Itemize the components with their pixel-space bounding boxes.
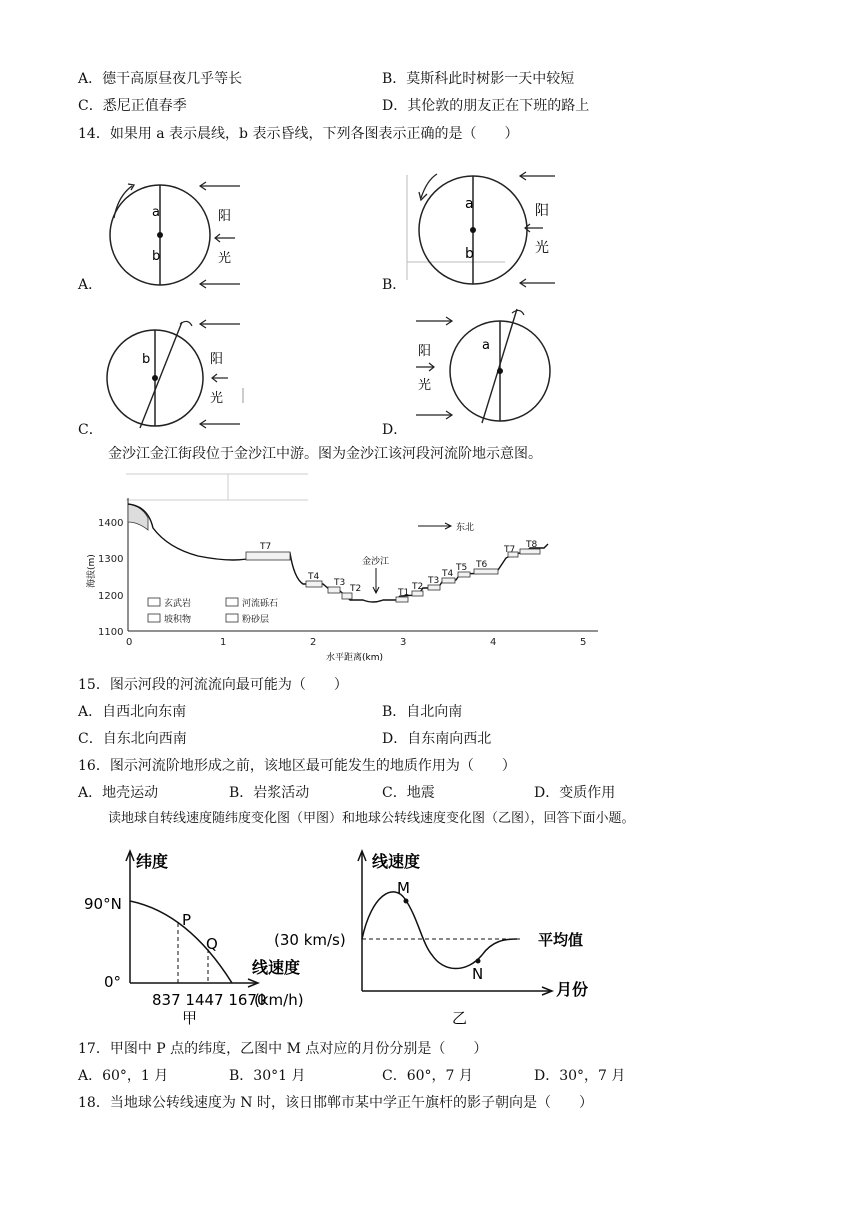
q18-stem: 18．当地球公转线速度为 N 时，该日邯郸市某中学正午旗杆的影子朝向是（ ） xyxy=(78,1095,593,1111)
svg-text:坡积物: 坡积物 xyxy=(164,615,192,625)
q14-label-b: B． xyxy=(382,277,407,293)
svg-text:T2: T2 xyxy=(412,582,424,592)
svg-text:a: a xyxy=(482,338,490,353)
svg-text:3: 3 xyxy=(400,637,407,648)
svg-text:光: 光 xyxy=(535,240,549,256)
svg-text:水平距离(km): 水平距离(km) xyxy=(326,653,384,663)
svg-text:T4: T4 xyxy=(308,572,320,582)
svg-text:P: P xyxy=(182,911,192,929)
q14-figure-a xyxy=(100,178,280,290)
svg-text:b: b xyxy=(152,249,161,264)
svg-text:T7: T7 xyxy=(260,542,272,552)
q14-label-d: D． xyxy=(382,422,408,438)
svg-text:T1: T1 xyxy=(398,588,410,598)
q15-stem: 15．图示河段的河流流向最可能为（ ） xyxy=(78,677,348,693)
svg-text:a: a xyxy=(152,205,160,220)
svg-text:纬度: 纬度 xyxy=(136,852,169,871)
jinsha-intro: 金沙江金江街段位于金沙江中游。图为金沙江该河段河流阶地示意图。 xyxy=(108,446,542,462)
svg-text:乙: 乙 xyxy=(452,1009,468,1025)
q17-option-a: A．60°，1 月 xyxy=(78,1068,169,1084)
svg-text:东北: 东北 xyxy=(456,523,475,533)
q13-option-b: B．莫斯科此时树影一天中较短 xyxy=(382,71,575,87)
svg-text:T3: T3 xyxy=(428,576,440,586)
q14-label-a: A． xyxy=(78,277,103,293)
svg-text:平均值: 平均值 xyxy=(538,931,584,949)
svg-text:(30 km/s): (30 km/s) xyxy=(274,931,346,949)
q17-option-b: B．30°1 月 xyxy=(229,1068,306,1084)
svg-text:837 1447 1670: 837 1447 1670 xyxy=(152,991,267,1009)
svg-text:甲: 甲 xyxy=(182,1009,198,1025)
q14-figure-c xyxy=(100,318,250,433)
q16-option-b: B．岩浆活动 xyxy=(229,785,310,801)
svg-text:线速度: 线速度 xyxy=(252,958,301,977)
svg-text:b: b xyxy=(142,352,151,367)
q14-figure-d xyxy=(412,305,562,430)
svg-text:光: 光 xyxy=(218,251,232,266)
svg-text:Q: Q xyxy=(206,935,218,953)
q14-stem: 14．如果用 a 表示晨线，b 表示昏线，下列各图表示正确的是（ ） xyxy=(78,126,519,142)
q15-option-c: C．自东北向西南 xyxy=(78,731,187,747)
q13-option-a: A．德干高原昼夜几乎等长 xyxy=(78,71,243,87)
svg-text:2: 2 xyxy=(310,637,317,648)
svg-text:河流砾石: 河流砾石 xyxy=(242,599,279,609)
speed-intro: 读地球自转线速度随纬度变化图（甲图）和地球公转线速度变化图（乙图），回答下面小题。 xyxy=(108,811,635,826)
q17-option-d: D．30°，7 月 xyxy=(534,1068,626,1084)
svg-text:1: 1 xyxy=(220,637,227,648)
svg-text:海拔(m): 海拔(m) xyxy=(87,554,97,588)
svg-text:金沙江: 金沙江 xyxy=(362,557,390,567)
svg-text:阳: 阳 xyxy=(218,209,232,224)
svg-text:M: M xyxy=(397,879,410,897)
q15-option-a: A．自西北向东南 xyxy=(78,704,187,720)
svg-text:4: 4 xyxy=(490,637,497,648)
river-terrace-figure xyxy=(78,468,608,668)
svg-text:T7: T7 xyxy=(504,545,516,555)
svg-text:T6: T6 xyxy=(476,560,488,570)
svg-text:光: 光 xyxy=(210,391,224,406)
svg-text:阳: 阳 xyxy=(535,203,549,219)
q15-option-d: D．自东南向西北 xyxy=(382,731,492,747)
svg-text:1100: 1100 xyxy=(98,627,124,638)
q16-option-a: A．地壳运动 xyxy=(78,785,159,801)
svg-text:月份: 月份 xyxy=(556,980,589,999)
svg-text:T8: T8 xyxy=(526,540,538,550)
svg-text:T4: T4 xyxy=(442,569,454,579)
q14-figure-b xyxy=(405,170,565,295)
svg-text:1300: 1300 xyxy=(98,554,124,565)
svg-text:N: N xyxy=(472,965,484,983)
svg-text:b: b xyxy=(465,246,474,262)
svg-text:5: 5 xyxy=(580,637,587,648)
svg-text:线速度: 线速度 xyxy=(372,852,421,871)
q13-option-d: D．其伦敦的朋友正在下班的路上 xyxy=(382,98,590,114)
figure-yi xyxy=(272,843,612,1025)
svg-text:0°: 0° xyxy=(104,973,122,991)
svg-text:T3: T3 xyxy=(334,578,346,588)
svg-text:90°N: 90°N xyxy=(84,895,122,913)
q16-option-c: C．地震 xyxy=(382,785,435,801)
q17-option-c: C．60°，7 月 xyxy=(382,1068,473,1084)
svg-text:粉砂层: 粉砂层 xyxy=(242,615,270,625)
svg-text:0: 0 xyxy=(126,637,133,648)
svg-text:阳: 阳 xyxy=(418,344,432,359)
svg-text:T2: T2 xyxy=(350,584,362,594)
svg-text:阳: 阳 xyxy=(210,352,224,367)
svg-text:1400: 1400 xyxy=(98,518,124,529)
q17-stem: 17．甲图中 P 点的纬度，乙图中 M 点对应的月份分别是（ ） xyxy=(78,1041,488,1057)
svg-text:1200: 1200 xyxy=(98,591,124,602)
q14-label-c: C． xyxy=(78,422,103,438)
svg-text:T5: T5 xyxy=(456,563,468,573)
svg-text:光: 光 xyxy=(418,378,432,393)
q15-option-b: B．自北向南 xyxy=(382,704,463,720)
svg-text:(km/h): (km/h) xyxy=(254,991,304,1009)
svg-text:玄武岩: 玄武岩 xyxy=(164,599,192,609)
q13-option-c: C．悉尼正值春季 xyxy=(78,98,187,114)
q16-stem: 16．图示河流阶地形成之前，该地区最可能发生的地质作用为（ ） xyxy=(78,758,516,774)
svg-text:a: a xyxy=(465,196,474,212)
q16-option-d: D．变质作用 xyxy=(534,785,616,801)
